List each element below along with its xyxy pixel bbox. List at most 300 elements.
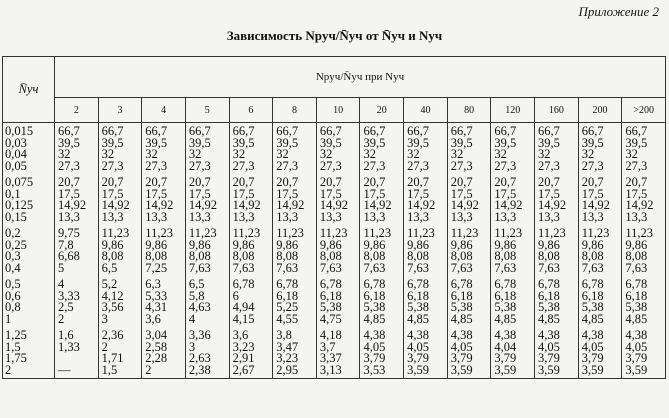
value: 3,59 (407, 362, 429, 377)
value: 6,5 (101, 260, 118, 275)
value: 14,92 (407, 198, 436, 212)
value: 6,18 (581, 288, 604, 303)
value: 20,7 (538, 175, 560, 189)
value: 11,23 (276, 226, 304, 240)
value: 6,78 (625, 277, 648, 291)
value: 32 (450, 147, 464, 161)
value: 6,78 (407, 277, 429, 291)
value: 14,92 (232, 198, 261, 212)
value: 66,7 (145, 124, 168, 138)
value: 6,18 (276, 288, 299, 303)
value: 2,63 (188, 351, 211, 365)
value: 3,79 (494, 351, 517, 365)
value: 3,59 (494, 362, 517, 377)
value: 11,23 (232, 226, 261, 240)
value: 6,18 (407, 288, 429, 303)
value: 8,08 (276, 249, 299, 263)
value: 7,63 (450, 260, 473, 275)
value: 20,7 (145, 175, 168, 189)
nuch-cell (3, 327, 55, 379)
value: 8,08 (145, 249, 168, 263)
value: 4,38 (494, 328, 517, 342)
nuch-value: 1 (5, 311, 12, 326)
value: 13,3 (319, 209, 342, 224)
value: 1,5 (101, 362, 118, 377)
value: 4,85 (450, 311, 473, 326)
value: 8,08 (319, 249, 342, 263)
value: 2,38 (188, 362, 211, 377)
value: 3,79 (538, 351, 560, 365)
value: 13,3 (450, 209, 473, 224)
value: 11,23 (450, 226, 479, 240)
value-cell (622, 174, 666, 225)
group-header: Nрyч/N̄yч при Nyч (55, 57, 666, 98)
column-header: 20 (360, 98, 404, 123)
nuch-value: 0,03 (5, 135, 27, 150)
value: 5,38 (494, 300, 517, 314)
value: 9,86 (363, 237, 386, 252)
value: 32 (538, 147, 551, 161)
value: 17,5 (276, 186, 299, 201)
value: 27,3 (538, 158, 560, 173)
value: 5,33 (145, 288, 168, 303)
value: 13,3 (407, 209, 429, 224)
value: 4,05 (625, 339, 648, 354)
value: 7,63 (581, 260, 604, 275)
value-cell (447, 123, 491, 175)
value: 6,18 (625, 288, 648, 303)
value: 4,05 (581, 339, 604, 354)
value: 14,92 (450, 198, 479, 212)
value: 32 (145, 147, 158, 161)
value: 32 (625, 147, 638, 161)
value: 27,3 (450, 158, 473, 173)
value-cell (447, 276, 491, 327)
value: 14,92 (101, 198, 130, 212)
value: 66,7 (319, 124, 342, 138)
column-header: 10 (316, 98, 360, 123)
value: 4,05 (450, 339, 473, 354)
value-cell (142, 276, 186, 327)
value: 9,86 (319, 237, 342, 252)
value: 66,7 (101, 124, 124, 138)
value-cell (98, 174, 142, 225)
value-cell (316, 123, 360, 175)
value: 66,7 (58, 124, 80, 138)
value: 13,3 (581, 209, 604, 224)
value: 11,23 (538, 226, 566, 240)
value: 32 (101, 147, 115, 161)
value-cell (622, 123, 666, 175)
value-cell (622, 276, 666, 327)
value: 4,85 (494, 311, 517, 326)
nuch-value: 0,05 (5, 158, 27, 173)
value: 39,5 (494, 135, 517, 150)
value: 6,18 (494, 288, 517, 303)
value: 1,6 (58, 328, 74, 342)
value: 17,5 (581, 186, 604, 201)
value: 9,86 (581, 237, 604, 252)
column-header: 6 (229, 98, 273, 123)
value: 2,28 (145, 351, 168, 365)
value-cell (142, 327, 186, 379)
value: 11,23 (145, 226, 173, 240)
value: 20,7 (58, 175, 80, 189)
value: 13,3 (145, 209, 168, 224)
row-header: N̄yч (3, 57, 55, 123)
value: 3,13 (319, 362, 342, 377)
value: 8,08 (450, 249, 473, 263)
value: 7,8 (58, 237, 74, 252)
value-cell (360, 174, 404, 225)
value: 7,63 (276, 260, 299, 275)
value: 6,78 (538, 277, 560, 291)
value: 27,3 (188, 158, 211, 173)
value-cell (273, 327, 317, 379)
value-cell (142, 174, 186, 225)
value-cell (447, 327, 491, 379)
value: 4,85 (407, 311, 429, 326)
value: 5,38 (319, 300, 342, 314)
value: 4,12 (101, 288, 124, 303)
value: 3,53 (363, 362, 386, 377)
value: 13,3 (494, 209, 517, 224)
value: 5,8 (188, 288, 205, 303)
value: 13,3 (188, 209, 211, 224)
value: 17,5 (188, 186, 211, 201)
value: 39,5 (101, 135, 124, 150)
column-header: 120 (491, 98, 535, 123)
nuch-value: 0,6 (5, 288, 21, 303)
column-header: 5 (185, 98, 229, 123)
value: 17,5 (232, 186, 255, 201)
value: 7,63 (494, 260, 517, 275)
value: 7,63 (363, 260, 386, 275)
value: 4,38 (363, 328, 386, 342)
value: 4,63 (188, 300, 211, 314)
value: 4,15 (232, 311, 255, 326)
value: 32 (319, 147, 333, 161)
nuch-value: 0,2 (5, 226, 21, 240)
value-cell (447, 174, 491, 225)
value: 11,23 (101, 226, 130, 240)
value-cell (185, 327, 229, 379)
value: 6,78 (450, 277, 473, 291)
value: 9,86 (101, 237, 124, 252)
value: 14,92 (494, 198, 523, 212)
value: 2,5 (58, 300, 74, 314)
value-cell (316, 276, 360, 327)
value: 14,92 (581, 198, 610, 212)
value-cell (535, 225, 579, 276)
value: 11,23 (625, 226, 653, 240)
value-cell (229, 327, 273, 379)
nuch-value: 0,075 (5, 175, 34, 189)
value: 20,7 (494, 175, 517, 189)
value: 5,38 (625, 300, 648, 314)
value: 39,5 (188, 135, 211, 150)
value: 20,7 (625, 175, 648, 189)
value: 11,23 (319, 226, 348, 240)
value: 27,3 (101, 158, 124, 173)
table-row-group (3, 276, 666, 327)
nuch-value: 0,5 (5, 277, 21, 291)
value-cell (185, 123, 229, 175)
value-cell (491, 276, 535, 327)
value: 14,92 (625, 198, 654, 212)
nuch-value: 0,1 (5, 186, 21, 201)
value: 32 (407, 147, 420, 161)
value: 6,78 (276, 277, 299, 291)
value: 39,5 (319, 135, 342, 150)
value: 9,86 (188, 237, 211, 252)
value-cell (491, 327, 535, 379)
value: 20,7 (407, 175, 429, 189)
value: 8,08 (581, 249, 604, 263)
value: 9,86 (145, 237, 168, 252)
value: 3,04 (145, 328, 168, 342)
value: 3 (101, 311, 108, 326)
value: 39,5 (538, 135, 560, 150)
value: 6,18 (319, 288, 342, 303)
value: 6 (232, 288, 239, 303)
value: 14,92 (276, 198, 305, 212)
value: 17,5 (101, 186, 124, 201)
nuch-value: 1,25 (5, 328, 27, 342)
value: 3,47 (276, 339, 299, 354)
value: 17,5 (58, 186, 80, 201)
value: 27,3 (319, 158, 342, 173)
nuch-value: 0,15 (5, 209, 27, 224)
value: 7,63 (538, 260, 560, 275)
value: 4,31 (145, 300, 168, 314)
nuch-value: 1,75 (5, 351, 27, 365)
value: 2,36 (101, 328, 124, 342)
value: 9,86 (232, 237, 255, 252)
value-cell (185, 225, 229, 276)
value: 4,85 (363, 311, 386, 326)
value: 4,85 (538, 311, 560, 326)
value: 7,63 (232, 260, 255, 275)
value: 3,8 (276, 328, 292, 342)
value: 4,38 (581, 328, 604, 342)
value: 3,79 (625, 351, 648, 365)
column-header: 3 (98, 98, 142, 123)
value: 2 (58, 311, 65, 326)
value: 4 (58, 277, 65, 291)
value: 5,38 (407, 300, 429, 314)
value-cell (98, 225, 142, 276)
table-row-group (3, 123, 666, 175)
column-header: 4 (142, 98, 186, 123)
value: 20,7 (319, 175, 342, 189)
value: 11,23 (188, 226, 217, 240)
value: 3,59 (625, 362, 648, 377)
value: 3,59 (450, 362, 473, 377)
value: 14,92 (145, 198, 174, 212)
value: 20,7 (276, 175, 299, 189)
value-cell (360, 123, 404, 175)
value: 4,05 (363, 339, 386, 354)
value: 6,78 (363, 277, 386, 291)
value: 27,3 (363, 158, 386, 173)
value: 5,38 (363, 300, 386, 314)
column-header: 200 (578, 98, 622, 123)
value-cell (273, 276, 317, 327)
value: 6,18 (538, 288, 560, 303)
nuch-value: 1,5 (5, 339, 21, 354)
value: 66,7 (407, 124, 429, 138)
value: 5,38 (538, 300, 560, 314)
value: 3,23 (232, 339, 255, 354)
column-header: 40 (404, 98, 448, 123)
value: 32 (58, 147, 71, 161)
value-cell (535, 276, 579, 327)
appendix-label: Приложение 2 (578, 4, 659, 19)
value: 66,7 (494, 124, 517, 138)
value: 14,92 (188, 198, 218, 212)
value: 8,08 (407, 249, 429, 263)
value-cell (55, 276, 99, 327)
value: 66,7 (450, 124, 473, 138)
value: 3,6 (232, 328, 249, 342)
value-cell (55, 225, 99, 276)
value: 14,92 (319, 198, 348, 212)
value: 32 (494, 147, 507, 161)
value-cell (578, 276, 622, 327)
value: 39,5 (145, 135, 168, 150)
nuch-cell (3, 225, 55, 276)
value: 39,5 (581, 135, 604, 150)
value-cell (578, 225, 622, 276)
value: 14,92 (538, 198, 567, 212)
value: 9,86 (276, 237, 299, 252)
value: 32 (363, 147, 376, 161)
value: 66,7 (625, 124, 648, 138)
value-cell (535, 327, 579, 379)
value: 39,5 (450, 135, 473, 150)
value: 11,23 (407, 226, 435, 240)
value: 4,85 (625, 311, 648, 326)
nuch-value: 0,3 (5, 249, 21, 263)
value: 17,5 (625, 186, 648, 201)
value-cell (273, 123, 317, 175)
value: 13,3 (538, 209, 560, 224)
value-cell (404, 276, 448, 327)
value: 9,86 (538, 237, 560, 252)
table-row-group (3, 225, 666, 276)
value-cell (360, 276, 404, 327)
value: 66,7 (232, 124, 255, 138)
value: 2 (101, 339, 108, 354)
value: 13,3 (101, 209, 124, 224)
value: 20,7 (232, 175, 255, 189)
value: 3,59 (581, 362, 604, 377)
value: 2,58 (145, 339, 168, 354)
value: 13,3 (625, 209, 648, 224)
value: 27,3 (58, 158, 80, 173)
value: 4,04 (494, 339, 517, 354)
value-cell (622, 327, 666, 379)
value: 13,3 (363, 209, 386, 224)
value: 5,2 (101, 277, 118, 291)
value: 2,95 (276, 362, 299, 377)
value: 6,78 (581, 277, 604, 291)
value: 3,6 (145, 311, 161, 326)
value: 5,25 (276, 300, 299, 314)
value: 4,85 (581, 311, 604, 326)
value: 20,7 (363, 175, 386, 189)
value-cell (447, 225, 491, 276)
value-cell (535, 174, 579, 225)
value: 17,5 (538, 186, 560, 201)
value: 9,86 (625, 237, 648, 252)
value: 20,7 (101, 175, 124, 189)
value: 13,3 (276, 209, 299, 224)
value: 27,3 (494, 158, 517, 173)
value: 3,36 (188, 328, 211, 342)
value-cell (185, 174, 229, 225)
value: 39,5 (363, 135, 386, 150)
value: 4,94 (232, 300, 255, 314)
value-cell (273, 174, 317, 225)
nuch-cell (3, 174, 55, 225)
value-cell (98, 276, 142, 327)
value: 7,63 (625, 260, 648, 275)
value: 6,78 (319, 277, 342, 291)
value: 20,7 (188, 175, 211, 189)
value: 3,79 (407, 351, 429, 365)
value-cell (622, 225, 666, 276)
value: 4,38 (407, 328, 429, 342)
value-cell (55, 327, 99, 379)
value: 2,91 (232, 351, 255, 365)
nuch-cell (3, 123, 55, 175)
value: 6,3 (145, 277, 161, 291)
value-cell (316, 327, 360, 379)
value: 39,5 (407, 135, 429, 150)
value: 8,08 (625, 249, 648, 263)
value-cell (578, 174, 622, 225)
value-cell (55, 123, 99, 175)
value: 9,86 (494, 237, 517, 252)
value: 6,78 (232, 277, 255, 291)
value: 27,3 (625, 158, 648, 173)
value: 3,79 (450, 351, 473, 365)
value: 3,37 (319, 351, 342, 365)
nuch-value: 0,4 (5, 260, 21, 275)
value-cell (142, 123, 186, 175)
column-header: >200 (622, 98, 666, 123)
column-header: 80 (447, 98, 491, 123)
value: 3,79 (581, 351, 604, 365)
value: 4,05 (407, 339, 429, 354)
value: 17,5 (494, 186, 517, 201)
value: 27,3 (145, 158, 168, 173)
value: 2 (145, 362, 152, 377)
value: 17,5 (450, 186, 473, 201)
value: 5,38 (450, 300, 473, 314)
value: 7,63 (407, 260, 429, 275)
value: 27,3 (407, 158, 429, 173)
value: 39,5 (232, 135, 255, 150)
value: 8,08 (538, 249, 560, 263)
value: — (58, 362, 71, 377)
value: 11,23 (494, 226, 523, 240)
nuch-value: 2 (5, 362, 12, 377)
value: 8,08 (101, 249, 124, 263)
data-table (2, 56, 666, 379)
